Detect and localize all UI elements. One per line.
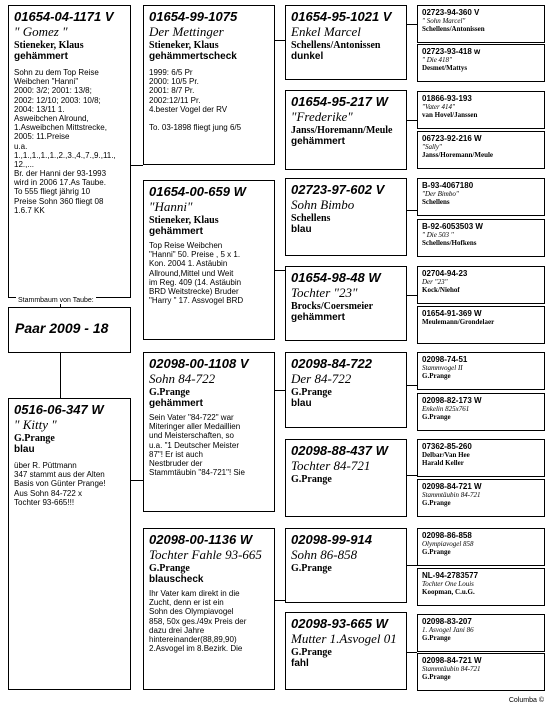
gen2-note: Top Reise Weibchen "Hanni" 50. Preise , 5 x 1. Kon. 2004 1. Astäubin Allround,Mittel und Weit im Reg. 409 (14. Astäubin BRD Weitstrecke) Bruder "Harry " 17. Assvogel BRD: [149, 241, 244, 306]
gen3-box: [285, 90, 407, 170]
gen2-color: gehämmertscheck: [149, 51, 237, 62]
gen3-color: gehämmert: [291, 312, 345, 323]
gen3-ring-number: 01654-98-48 W: [291, 270, 381, 285]
gen4-ring-number: B-93-4067180: [422, 181, 474, 190]
gen2-color: gehämmert: [149, 226, 203, 237]
connector: [406, 210, 417, 211]
gen4-owner: Schellens/Antonissen: [422, 25, 485, 33]
gen3-box: [285, 528, 407, 603]
gen2-note: Sein Vater "84-722" war Miteringer aller Medaillien und Meisterschaften, so u.a. "1 Deutscher Meister 87"! Er ist auch Nestbruder der Stammtäubin "84-721"! Sie: [149, 413, 245, 478]
gen4-box: [417, 91, 545, 129]
gen3-owner: G.Prange: [291, 474, 332, 485]
gen3-color: dunkel: [291, 51, 324, 62]
gen2-ring-number: 01654-00-659 W: [149, 184, 246, 199]
gen4-owner: van Hovel/Janssen: [422, 111, 478, 119]
gen2-dam-bottom-box: [143, 528, 275, 690]
connector: [406, 295, 417, 296]
gen4-owner: Koopman, C.u.G.: [422, 588, 475, 596]
gen3-box: [285, 439, 407, 517]
gen3-name: Mutter 1.Asvogel 01: [291, 631, 397, 646]
gen3-owner: G.Prange: [291, 647, 332, 658]
gen4-name: " Die 418": [422, 56, 452, 64]
gen4-box: [417, 44, 545, 82]
gen4-box: [417, 393, 545, 431]
gen4-ring-number: 07362-85-260: [422, 442, 472, 451]
gen2-name: Sohn 84-722: [149, 371, 216, 386]
gen3-owner: Brocks/Coersmeier: [291, 301, 374, 312]
gen2-owner: G.Prange: [149, 563, 190, 574]
gen4-ring-number: 02098-82-173 W: [422, 396, 482, 405]
gen2-owner: Stieneker, Klaus: [149, 215, 219, 226]
gen4-owner: G.Prange: [422, 413, 451, 421]
dam-name: " Kitty ": [14, 417, 57, 432]
gen2-ring-number: 02098-00-1108 V: [149, 356, 249, 371]
connector: [406, 565, 417, 566]
gen4-ring-number: NL-94-2783577: [422, 571, 479, 580]
connector: [130, 165, 143, 166]
connector: [406, 652, 417, 653]
gen4-box: [417, 352, 545, 390]
gen3-ring-number: 02098-84-722: [291, 356, 372, 371]
gen4-name: Stammtäubin 84-721: [422, 491, 481, 499]
gen3-box: [285, 266, 407, 341]
gen3-ring-number: 02098-93-665 W: [291, 616, 388, 631]
gen3-owner: Schellens: [291, 213, 331, 224]
gen3-ring-number: 02098-88-437 W: [291, 443, 388, 458]
gen2-note: 1999: 6/5 Pr 2000: 10/5 Pr. 2001: 8/7 Pr. 2002:12/11 Pr. 4.bester Vogel der RV To. 03-1898 fliegt jung 6/5: [149, 68, 242, 133]
gen4-name: Olympiavogel 858: [422, 540, 474, 548]
connector: [406, 475, 417, 476]
gen4-name: Tochter One Louis: [422, 580, 474, 588]
gen4-box: [417, 614, 545, 652]
gen4-box: [417, 5, 545, 43]
gen4-name: "Der Bimbo": [422, 190, 459, 198]
gen3-name: "Frederike": [291, 109, 353, 124]
connector: [406, 385, 417, 386]
gen4-owner: Desmet/Mattys: [422, 64, 468, 72]
gen3-name: Tochter "23": [291, 285, 358, 300]
dam-owner: G.Prange: [14, 433, 55, 444]
gen4-box: [417, 178, 545, 216]
gen2-sire-bottom-box: [143, 352, 275, 512]
gen4-owner: Schellens/Hofkens: [422, 239, 477, 247]
gen4-ring-number: 02723-94-360 V: [422, 8, 480, 17]
gen4-owner: G.Prange: [422, 372, 451, 380]
gen4-owner: G.Prange: [422, 634, 451, 642]
dam-note: über R. Püttmann 347 stammt aus der Alten Basis von Günter Prange! Aus Sohn 84-722 x Tochter 93-665!!!: [14, 461, 106, 507]
gen4-owner: Schellens: [422, 198, 450, 206]
gen2-name: "Hanni": [149, 199, 193, 214]
connector: [406, 120, 417, 121]
footer-copyright: Columba ©: [508, 697, 544, 704]
gen2-note: Ihr Vater kam direkt in die Zucht, denn er ist ein Sohn des Olympiavogel 858, 50x ges./49x Preis der dazu drei Jahre hintereinander(88,89,90) 2.Asvogel im 8.Bezirk. Die: [149, 589, 247, 654]
gen2-name: Tochter Fahle 93-665: [149, 547, 262, 562]
gen3-color: gehämmert: [291, 136, 345, 147]
gen4-owner: G.Prange: [422, 548, 451, 556]
gen4-owner: Janss/Horemann/Meule: [422, 151, 494, 159]
gen4-owner: Kock/Niehof: [422, 286, 460, 294]
gen2-dam-top-box: [143, 180, 275, 340]
gen3-color: fahl: [291, 658, 309, 669]
subject-name: " Gomez ": [14, 24, 68, 39]
gen3-owner: Janss/Horemann/Meule: [291, 125, 393, 136]
subject-color: gehämmert: [14, 51, 68, 62]
connector: [406, 24, 417, 25]
stammbaum-label: Stammbaum von Taube:: [18, 297, 94, 304]
connector: [130, 480, 143, 481]
gen4-name: Delbar/Van Hee: [422, 451, 470, 459]
gen4-name: Stammtäubin 84-721: [422, 665, 481, 673]
subject-ring-number: 01654-04-1171 V: [14, 9, 114, 24]
gen4-ring-number: 02098-86-858: [422, 531, 472, 540]
gen4-name: " Sohn Marcel": [422, 17, 466, 25]
gen2-sire-top-box: [143, 5, 275, 165]
gen3-color: blau: [291, 398, 312, 409]
gen2-ring-number: 01654-99-1075: [149, 9, 238, 24]
gen2-color: gehämmert: [149, 398, 203, 409]
gen4-ring-number: 01654-91-369 W: [422, 309, 482, 318]
gen4-box: [417, 306, 545, 344]
gen4-name: 1. Asvogel Jani 86: [422, 626, 474, 634]
dam-box: [8, 398, 131, 690]
gen3-ring-number: 01654-95-217 W: [291, 94, 388, 109]
gen2-color: blauscheck: [149, 574, 204, 585]
gen3-owner: G.Prange: [291, 563, 332, 574]
gen4-owner: G.Prange: [422, 673, 451, 681]
pair-box: [8, 307, 131, 353]
gen3-name: Sohn Bimbo: [291, 197, 355, 212]
pair-title: Paar 2009 - 18: [15, 320, 109, 336]
gen4-name: Stammvogel II: [422, 364, 463, 372]
gen4-owner: Harald Keller: [422, 459, 464, 467]
gen3-owner: Schellens/Antonissen: [291, 40, 381, 51]
gen2-ring-number: 02098-00-1136 W: [149, 532, 253, 547]
gen4-ring-number: 02723-93-418 w: [422, 47, 481, 56]
gen3-box: [285, 352, 407, 428]
gen4-ring-number: 02098-84-721 W: [422, 656, 482, 665]
gen4-name: "Vater 414": [422, 103, 455, 111]
connector: [274, 390, 285, 391]
gen3-owner: G.Prange: [291, 387, 332, 398]
gen3-color: blau: [291, 224, 312, 235]
gen3-box: [285, 5, 407, 80]
gen4-ring-number: 02704-94-23: [422, 269, 468, 278]
gen4-box: [417, 439, 545, 477]
gen4-box: [417, 219, 545, 257]
gen3-ring-number: 01654-95-1021 V: [291, 9, 392, 24]
gen4-name: "Sally": [422, 143, 442, 151]
gen2-owner: G.Prange: [149, 387, 190, 398]
gen3-name: Sohn 86-858: [291, 547, 358, 562]
gen4-ring-number: 02098-84-721 W: [422, 482, 482, 491]
connector: [60, 352, 61, 398]
gen4-ring-number: B-92-6053503 W: [422, 222, 483, 231]
gen4-box: [417, 266, 545, 304]
gen4-ring-number: 02098-74-51: [422, 355, 468, 364]
gen4-owner: G.Prange: [422, 499, 451, 507]
gen4-box: [417, 131, 545, 169]
dam-ring-number: 0516-06-347 W: [14, 402, 104, 417]
gen4-name: " Die 503 ": [422, 231, 454, 239]
gen4-box: [417, 653, 545, 691]
gen3-name: Der 84-722: [291, 371, 352, 386]
connector: [274, 270, 285, 271]
gen4-name: Enkelin 825x761: [422, 405, 470, 413]
gen4-ring-number: 02098-83-207: [422, 617, 472, 626]
subject-box: [8, 5, 131, 298]
gen4-box: [417, 528, 545, 566]
gen2-owner: Stieneker, Klaus: [149, 40, 219, 51]
gen4-box: [417, 568, 545, 606]
gen4-owner: Meulemann/Grondelaer: [422, 318, 495, 326]
gen4-ring-number: 01866-93-193: [422, 94, 472, 103]
gen3-box: [285, 612, 407, 690]
subject-note: Sohn zu dem Top Reise Weibchen "Hanni" 2000: 3/2; 2001: 13/8; 2002: 12/10; 2003: 10/8; 2004: 13/11 1. Asweibchen Alround, 1.Asweibchen Mittstrecke, 2005: 11.Preise u.a. 1.,1.,1.,1.,1.,2.,3.,4.,7.,9.,11., 12.,... Br. der Hanni der 93-1993 wird in 2006 17.As Taube. To 555 fliegt jährig 10 Preise Sohn 360 fliegt 08 1.6.7 KK: [14, 68, 116, 215]
gen3-name: Tochter 84-721: [291, 458, 371, 473]
gen4-ring-number: 06723-92-216 W: [422, 134, 482, 143]
connector: [274, 40, 285, 41]
gen3-name: Enkel Marcel: [291, 24, 361, 39]
gen3-box: [285, 178, 407, 256]
gen4-box: [417, 479, 545, 517]
connector: [274, 600, 285, 601]
gen3-ring-number: 02098-99-914: [291, 532, 372, 547]
gen3-ring-number: 02723-97-602 V: [291, 182, 385, 197]
subject-owner: Stieneker, Klaus: [14, 40, 84, 51]
gen4-name: Der "23": [422, 278, 448, 286]
gen2-name: Der Mettinger: [149, 24, 224, 39]
dam-color: blau: [14, 444, 35, 455]
